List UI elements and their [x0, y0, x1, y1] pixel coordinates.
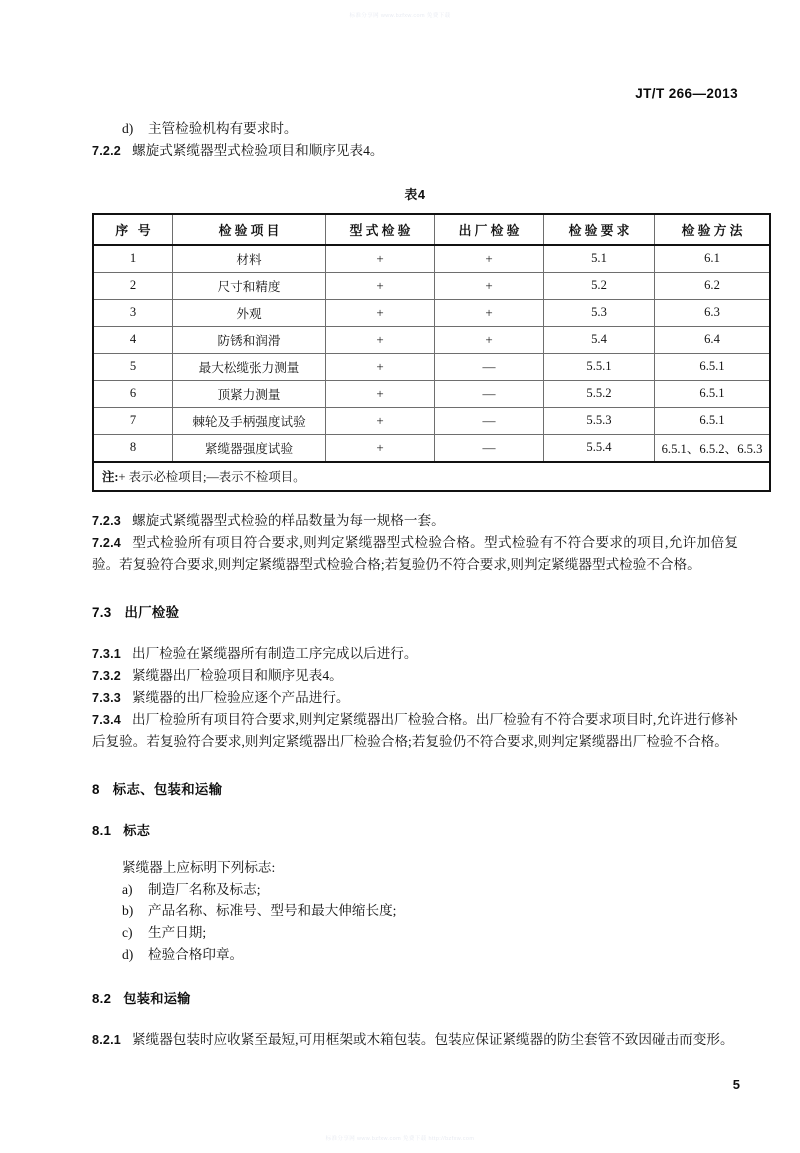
clause-7-3-1	[92, 643, 738, 665]
table-note-text: + 表示必检项目;—表示不检项目。	[118, 470, 306, 485]
heading-number: 8	[92, 781, 100, 797]
heading-8-1	[92, 820, 738, 839]
cell-no: 2	[93, 272, 173, 299]
heading-text: 包装和运输	[123, 990, 191, 1006]
list-item-text: 检验合格印章。	[148, 946, 244, 962]
column-header-method: 检验方法	[655, 214, 771, 245]
watermark-top: 标准分享网 www.bzfxw.com 免费下载	[349, 13, 451, 19]
cell-type-test: +	[326, 299, 435, 326]
cell-no: 4	[93, 326, 173, 353]
clause-number: 8.2.1	[92, 1032, 122, 1047]
list-item	[92, 900, 738, 922]
heading-7-3	[92, 602, 738, 621]
cell-item: 防锈和润滑	[173, 326, 326, 353]
clause-number: 7.2.4	[92, 535, 122, 550]
cell-factory-test: +	[435, 326, 544, 353]
clause-text: 紧缆器包装时应收紧至最短,可用框架或木箱包装。包装应保证紧缆器的防尘套管不致因碰击而变形。	[132, 1031, 734, 1047]
table-note-row	[93, 462, 770, 491]
list-item	[92, 944, 738, 966]
cell-method: 6.2	[655, 272, 771, 299]
list-item	[92, 922, 738, 944]
cell-method: 6.5.1	[655, 353, 771, 380]
document-content	[92, 118, 763, 1051]
cell-no: 5	[93, 353, 173, 380]
cell-type-test: +	[326, 434, 435, 462]
clause-7-2-3	[92, 510, 738, 532]
cell-factory-test: —	[435, 407, 544, 434]
cell-method: 6.4	[655, 326, 771, 353]
cell-requirement: 5.5.4	[544, 434, 655, 462]
cell-requirement: 5.3	[544, 299, 655, 326]
page-number: 5	[732, 1077, 740, 1092]
cell-type-test: +	[326, 353, 435, 380]
watermark-bottom: 标准分享网 www.bzfxw.com 免费下载 http://bzfxw.com	[325, 1136, 475, 1142]
list-item	[92, 879, 738, 901]
cell-method: 6.1	[655, 245, 771, 273]
cell-requirement: 5.1	[544, 245, 655, 273]
clause-text: 型式检验所有项目符合要求,则判定紧缆器型式检验合格。型式检验有不符合要求的项目,允许加倍复验。若复验符合要求,则判定紧缆器型式检验合格;若复验仍不符合要求,则判定紧缆器型式检验不合格。	[92, 534, 738, 572]
running-head-standard-number: JT/T 266—2013	[635, 86, 738, 101]
table-row	[93, 434, 770, 462]
heading-number: 8.1	[92, 822, 112, 838]
column-header-requirement: 检验要求	[544, 214, 655, 245]
clause-7-3-4	[92, 709, 738, 753]
list-item	[92, 118, 738, 140]
cell-requirement: 5.5.1	[544, 353, 655, 380]
table-row	[93, 380, 770, 407]
clause-number: 7.3.3	[92, 690, 122, 705]
heading-text: 标志、包装和运输	[112, 781, 223, 797]
table-row	[93, 353, 770, 380]
clause-7-3-2	[92, 665, 738, 687]
cell-item: 最大松缆张力测量	[173, 353, 326, 380]
clause-text: 紧缆器出厂检验项目和顺序见表4。	[132, 667, 343, 683]
table-note-label: 注:	[102, 470, 119, 485]
clause-text: 紧缆器的出厂检验应逐个产品进行。	[132, 689, 350, 705]
clause-number: 7.3.1	[92, 646, 122, 661]
cell-factory-test: +	[435, 299, 544, 326]
heading-8	[92, 779, 738, 798]
cell-requirement: 5.5.3	[544, 407, 655, 434]
cell-requirement: 5.2	[544, 272, 655, 299]
column-header-factory-test: 出厂检验	[435, 214, 544, 245]
list-item-label: a)	[122, 881, 133, 897]
table-row	[93, 326, 770, 353]
cell-type-test: +	[326, 407, 435, 434]
list-item-label: d)	[122, 121, 134, 136]
inspection-items-table	[92, 213, 771, 492]
clause-number: 7.3.4	[92, 712, 122, 727]
list-item-label: b)	[122, 903, 134, 919]
table-header-row	[93, 214, 770, 245]
clause-8-2-1	[92, 1029, 738, 1051]
heading-number: 7.3	[92, 604, 112, 620]
list-item-text: 主管检验机构有要求时。	[148, 121, 298, 136]
cell-item: 顶紧力测量	[173, 380, 326, 407]
clause-7-3-3	[92, 687, 738, 709]
heading-8-2	[92, 988, 738, 1007]
cell-no: 8	[93, 434, 173, 462]
cell-method: 6.5.1、6.5.2、6.5.3	[655, 434, 771, 462]
column-header-type-test: 型式检验	[326, 214, 435, 245]
cell-item: 尺寸和精度	[173, 272, 326, 299]
marks-intro-text: 紧缆器上应标明下列标志:	[122, 859, 276, 875]
column-header-item: 检验项目	[173, 214, 326, 245]
clause-text: 出厂检验在紧缆器所有制造工序完成以后进行。	[132, 645, 418, 661]
cell-method: 6.3	[655, 299, 771, 326]
list-item-text: 生产日期;	[148, 925, 207, 941]
list-item-label: d)	[122, 946, 134, 962]
table-row	[93, 272, 770, 299]
clause-7-2-4	[92, 532, 738, 576]
clause-text: 出厂检验所有项目符合要求,则判定紧缆器出厂检验合格。出厂检验有不符合要求项目时,允许进行修补后复验。若复验符合要求,则判定紧缆器出厂检验合格;若复验仍不符合要求,则判定紧缆器出厂检验不合格。	[92, 711, 738, 749]
cell-type-test: +	[326, 272, 435, 299]
cell-item: 材料	[173, 245, 326, 273]
list-item-text: 制造厂名称及标志;	[148, 881, 261, 897]
clause-text: 螺旋式紧缆器型式检验项目和顺序见表4。	[132, 142, 384, 158]
cell-requirement: 5.4	[544, 326, 655, 353]
clause-text: 螺旋式紧缆器型式检验的样品数量为每一规格一套。	[132, 512, 445, 528]
cell-method: 6.5.1	[655, 407, 771, 434]
clause-number: 7.3.2	[92, 668, 122, 683]
clause-number: 7.2.3	[92, 513, 122, 528]
cell-no: 7	[93, 407, 173, 434]
heading-text: 标志	[123, 822, 151, 838]
clause-number: 7.2.2	[92, 143, 122, 158]
table-row	[93, 407, 770, 434]
cell-requirement: 5.5.2	[544, 380, 655, 407]
cell-item: 棘轮及手柄强度试验	[173, 407, 326, 434]
cell-factory-test: —	[435, 434, 544, 462]
column-header-no: 序 号	[93, 214, 173, 245]
cell-factory-test: +	[435, 272, 544, 299]
cell-type-test: +	[326, 245, 435, 273]
cell-no: 6	[93, 380, 173, 407]
table-caption: 表4	[404, 186, 426, 202]
cell-factory-test: —	[435, 380, 544, 407]
cell-no: 1	[93, 245, 173, 273]
list-item-text: 产品名称、标准号、型号和最大伸缩长度;	[148, 903, 397, 919]
cell-no: 3	[93, 299, 173, 326]
marks-intro	[92, 857, 738, 879]
cell-factory-test: +	[435, 245, 544, 273]
clause-7-2-2	[92, 140, 738, 162]
cell-type-test: +	[326, 380, 435, 407]
heading-number: 8.2	[92, 990, 112, 1006]
list-item-label: c)	[122, 925, 133, 941]
table-row	[93, 299, 770, 326]
cell-method: 6.5.1	[655, 380, 771, 407]
heading-text: 出厂检验	[124, 604, 180, 620]
cell-type-test: +	[326, 326, 435, 353]
cell-item: 外观	[173, 299, 326, 326]
cell-factory-test: —	[435, 353, 544, 380]
cell-item: 紧缆器强度试验	[173, 434, 326, 462]
table-note-cell	[93, 462, 770, 491]
table-row	[93, 245, 770, 273]
